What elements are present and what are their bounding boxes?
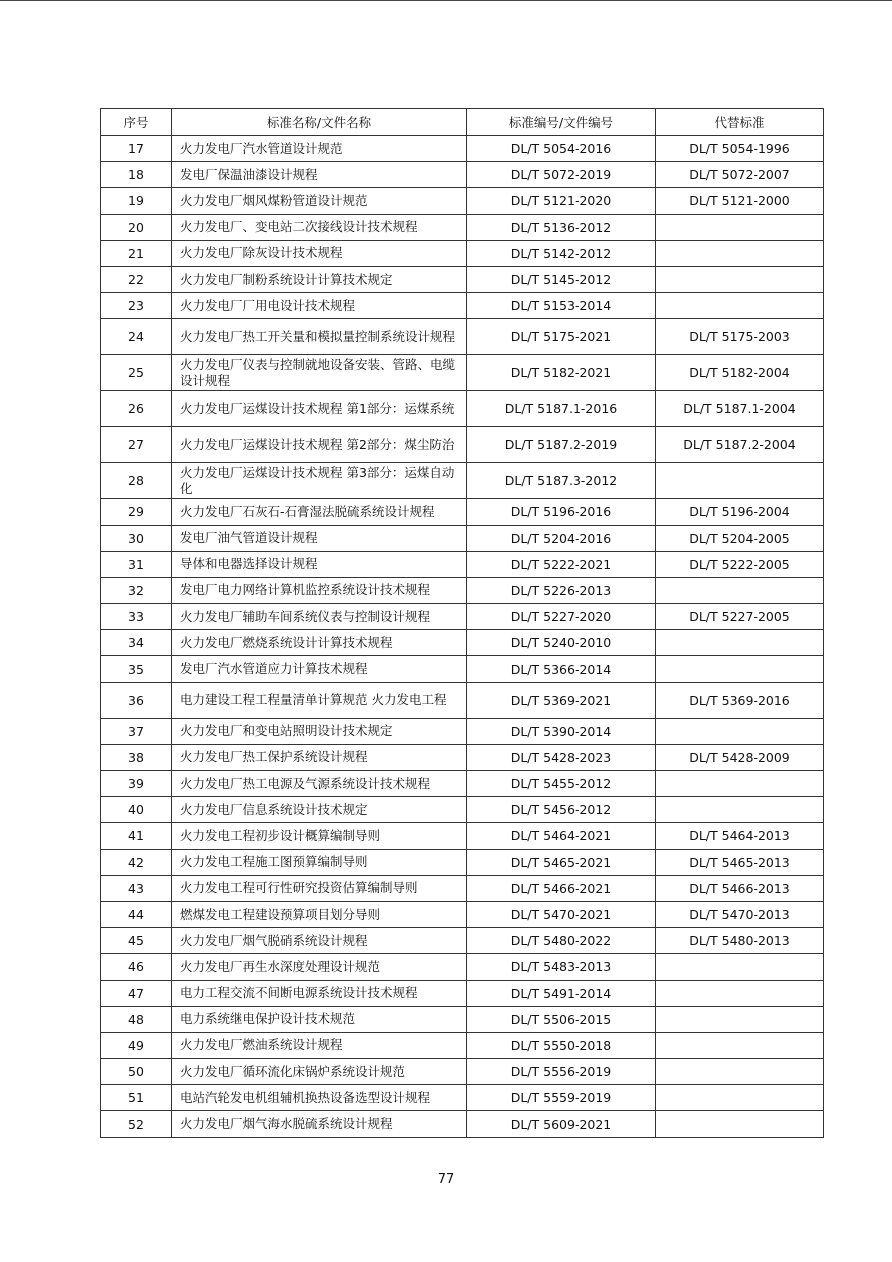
row-replaces: DL/T 5466-2013 [656, 875, 824, 901]
row-replaces: DL/T 5121-2000 [656, 188, 824, 214]
row-index: 45 [101, 928, 172, 954]
row-index: 21 [101, 240, 172, 266]
table-row [101, 427, 824, 463]
table-row [101, 499, 824, 525]
row-index: 48 [101, 1006, 172, 1032]
row-index: 52 [101, 1111, 172, 1137]
table-row [101, 525, 824, 551]
row-replaces: DL/T 5465-2013 [656, 849, 824, 875]
table-row [101, 849, 824, 875]
table-row [101, 928, 824, 954]
row-replaces [656, 1111, 824, 1137]
row-index: 46 [101, 954, 172, 980]
table-row [101, 875, 824, 901]
row-replaces [656, 1085, 824, 1111]
row-replaces: DL/T 5470-2013 [656, 901, 824, 927]
table-row [101, 823, 824, 849]
row-index: 38 [101, 744, 172, 770]
row-replaces: DL/T 5369-2016 [656, 682, 824, 718]
row-name: 火力发电厂热工开关量和模拟量控制系统设计规程 [172, 319, 467, 355]
row-replaces [656, 240, 824, 266]
row-name: 火力发电厂烟气海水脱硫系统设计规程 [172, 1111, 467, 1137]
row-replaces: DL/T 5182-2004 [656, 355, 824, 391]
table-row [101, 1085, 824, 1111]
row-code: DL/T 5390-2014 [467, 718, 656, 744]
row-name: 火力发电厂热工保护系统设计规程 [172, 744, 467, 770]
row-name: 火力发电厂烟风煤粉管道设计规范 [172, 188, 467, 214]
table-row [101, 240, 824, 266]
row-code: DL/T 5369-2021 [467, 682, 656, 718]
row-index: 40 [101, 797, 172, 823]
row-replaces [656, 718, 824, 744]
row-index: 39 [101, 771, 172, 797]
row-name: 火力发电厂辅助车间系统仪表与控制设计规程 [172, 604, 467, 630]
row-index: 31 [101, 551, 172, 577]
row-replaces: DL/T 5428-2009 [656, 744, 824, 770]
row-code: DL/T 5072-2019 [467, 162, 656, 188]
row-code: DL/T 5222-2021 [467, 551, 656, 577]
table-row [101, 1006, 824, 1032]
row-code: DL/T 5465-2021 [467, 849, 656, 875]
row-replaces [656, 797, 824, 823]
table-row [101, 293, 824, 319]
row-code: DL/T 5483-2013 [467, 954, 656, 980]
row-code: DL/T 5196-2016 [467, 499, 656, 525]
row-replaces [656, 1006, 824, 1032]
row-name: 火力发电厂汽水管道设计规范 [172, 136, 467, 162]
row-name: 导体和电器选择设计规程 [172, 551, 467, 577]
row-replaces [656, 630, 824, 656]
row-replaces [656, 1059, 824, 1085]
table-row [101, 744, 824, 770]
row-code: DL/T 5464-2021 [467, 823, 656, 849]
row-replaces: DL/T 5175-2003 [656, 319, 824, 355]
row-name: 火力发电厂、变电站二次接线设计技术规程 [172, 214, 467, 240]
row-code: DL/T 5559-2019 [467, 1085, 656, 1111]
table-header-row [101, 109, 824, 136]
row-code: DL/T 5227-2020 [467, 604, 656, 630]
row-name: 火力发电厂除灰设计技术规程 [172, 240, 467, 266]
row-replaces: DL/T 5187.1-2004 [656, 391, 824, 427]
row-index: 50 [101, 1059, 172, 1085]
row-name: 火力发电厂运煤设计技术规程 第1部分：运煤系统 [172, 391, 467, 427]
row-index: 19 [101, 188, 172, 214]
table-row [101, 162, 824, 188]
row-code: DL/T 5366-2014 [467, 656, 656, 682]
row-index: 25 [101, 355, 172, 391]
row-code: DL/T 5609-2021 [467, 1111, 656, 1137]
table-row [101, 214, 824, 240]
table-row [101, 1032, 824, 1058]
row-replaces: DL/T 5072-2007 [656, 162, 824, 188]
row-replaces: DL/T 5480-2013 [656, 928, 824, 954]
row-name: 发电厂汽水管道应力计算技术规程 [172, 656, 467, 682]
table-row [101, 551, 824, 577]
row-index: 32 [101, 577, 172, 603]
row-index: 37 [101, 718, 172, 744]
row-code: DL/T 5550-2018 [467, 1032, 656, 1058]
row-code: DL/T 5428-2023 [467, 744, 656, 770]
row-index: 51 [101, 1085, 172, 1111]
row-code: DL/T 5556-2019 [467, 1059, 656, 1085]
row-name: 电力系统继电保护设计技术规范 [172, 1006, 467, 1032]
row-index: 43 [101, 875, 172, 901]
row-replaces: DL/T 5187.2-2004 [656, 427, 824, 463]
row-index: 23 [101, 293, 172, 319]
header-index: 序号 [101, 109, 172, 136]
row-code: DL/T 5491-2014 [467, 980, 656, 1006]
row-index: 18 [101, 162, 172, 188]
row-replaces: DL/T 5464-2013 [656, 823, 824, 849]
row-code: DL/T 5455-2012 [467, 771, 656, 797]
table-row [101, 630, 824, 656]
table-row [101, 980, 824, 1006]
row-code: DL/T 5175-2021 [467, 319, 656, 355]
row-index: 28 [101, 463, 172, 499]
row-name: 火力发电工程可行性研究投资估算编制导则 [172, 875, 467, 901]
table-row [101, 355, 824, 391]
row-index: 22 [101, 266, 172, 292]
table-row [101, 391, 824, 427]
row-name: 电站汽轮发电机组辅机换热设备选型设计规程 [172, 1085, 467, 1111]
header-name: 标准名称/文件名称 [172, 109, 467, 136]
row-replaces [656, 980, 824, 1006]
table-row [101, 797, 824, 823]
row-replaces: DL/T 5054-1996 [656, 136, 824, 162]
table-row [101, 604, 824, 630]
row-code: DL/T 5506-2015 [467, 1006, 656, 1032]
row-replaces [656, 293, 824, 319]
row-replaces [656, 266, 824, 292]
row-name: 火力发电厂运煤设计技术规程 第2部分：煤尘防治 [172, 427, 467, 463]
row-code: DL/T 5187.3-2012 [467, 463, 656, 499]
row-code: DL/T 5054-2016 [467, 136, 656, 162]
row-name: 火力发电厂信息系统设计技术规定 [172, 797, 467, 823]
page-number: 77 [437, 1172, 455, 1187]
row-code: DL/T 5136-2012 [467, 214, 656, 240]
row-name: 火力发电厂燃油系统设计规程 [172, 1032, 467, 1058]
row-index: 17 [101, 136, 172, 162]
row-name: 火力发电厂燃烧系统设计计算技术规程 [172, 630, 467, 656]
row-name: 火力发电工程施工图预算编制导则 [172, 849, 467, 875]
row-name: 火力发电厂再生水深度处理设计规范 [172, 954, 467, 980]
row-name: 火力发电厂烟气脱硝系统设计规程 [172, 928, 467, 954]
table-row [101, 954, 824, 980]
row-replaces: DL/T 5227-2005 [656, 604, 824, 630]
row-code: DL/T 5142-2012 [467, 240, 656, 266]
table-row [101, 771, 824, 797]
row-name: 火力发电厂循环流化床锅炉系统设计规范 [172, 1059, 467, 1085]
row-replaces [656, 1032, 824, 1058]
row-index: 33 [101, 604, 172, 630]
table-row [101, 319, 824, 355]
table-row [101, 188, 824, 214]
row-replaces [656, 771, 824, 797]
row-index: 34 [101, 630, 172, 656]
table-row [101, 1059, 824, 1085]
row-code: DL/T 5466-2021 [467, 875, 656, 901]
standards-table [100, 108, 824, 1138]
row-replaces [656, 656, 824, 682]
row-index: 29 [101, 499, 172, 525]
top-rule [0, 0, 892, 1]
row-code: DL/T 5240-2010 [467, 630, 656, 656]
row-index: 42 [101, 849, 172, 875]
row-code: DL/T 5121-2020 [467, 188, 656, 214]
row-code: DL/T 5153-2014 [467, 293, 656, 319]
table-row [101, 266, 824, 292]
row-code: DL/T 5226-2013 [467, 577, 656, 603]
header-code: 标准编号/文件编号 [467, 109, 656, 136]
header-replaces: 代替标准 [656, 109, 824, 136]
row-code: DL/T 5204-2016 [467, 525, 656, 551]
row-index: 49 [101, 1032, 172, 1058]
row-name: 火力发电厂制粉系统设计计算技术规定 [172, 266, 467, 292]
row-name: 火力发电厂石灰石-石膏湿法脱硫系统设计规程 [172, 499, 467, 525]
row-name: 电力建设工程工程量清单计算规范 火力发电工程 [172, 682, 467, 718]
row-name: 火力发电厂和变电站照明设计技术规定 [172, 718, 467, 744]
row-code: DL/T 5187.1-2016 [467, 391, 656, 427]
row-name: 发电厂油气管道设计规程 [172, 525, 467, 551]
row-name: 燃煤发电工程建设预算项目划分导则 [172, 901, 467, 927]
row-code: DL/T 5182-2021 [467, 355, 656, 391]
row-replaces [656, 954, 824, 980]
row-code: DL/T 5470-2021 [467, 901, 656, 927]
row-name: 火力发电厂厂用电设计技术规程 [172, 293, 467, 319]
row-name: 电力工程交流不间断电源系统设计技术规程 [172, 980, 467, 1006]
row-replaces: DL/T 5222-2005 [656, 551, 824, 577]
row-replaces [656, 577, 824, 603]
table-row [101, 656, 824, 682]
row-replaces [656, 463, 824, 499]
row-replaces: DL/T 5196-2004 [656, 499, 824, 525]
row-index: 41 [101, 823, 172, 849]
row-index: 26 [101, 391, 172, 427]
row-index: 30 [101, 525, 172, 551]
row-index: 36 [101, 682, 172, 718]
table-row [101, 577, 824, 603]
row-name: 火力发电厂运煤设计技术规程 第3部分：运煤自动化 [172, 463, 467, 499]
row-index: 35 [101, 656, 172, 682]
row-index: 47 [101, 980, 172, 1006]
row-name: 火力发电厂仪表与控制就地设备安装、管路、电缆设计规程 [172, 355, 467, 391]
table-row [101, 901, 824, 927]
row-code: DL/T 5145-2012 [467, 266, 656, 292]
row-name: 发电厂保温油漆设计规程 [172, 162, 467, 188]
row-index: 44 [101, 901, 172, 927]
row-replaces [656, 214, 824, 240]
table-row [101, 718, 824, 744]
table-row [101, 682, 824, 718]
table-row [101, 1111, 824, 1137]
row-code: DL/T 5456-2012 [467, 797, 656, 823]
table-row [101, 136, 824, 162]
table-row [101, 463, 824, 499]
row-index: 20 [101, 214, 172, 240]
row-name: 火力发电厂热工电源及气源系统设计技术规程 [172, 771, 467, 797]
row-code: DL/T 5480-2022 [467, 928, 656, 954]
row-index: 27 [101, 427, 172, 463]
row-replaces: DL/T 5204-2005 [656, 525, 824, 551]
row-name: 发电厂电力网络计算机监控系统设计技术规程 [172, 577, 467, 603]
row-code: DL/T 5187.2-2019 [467, 427, 656, 463]
row-index: 24 [101, 319, 172, 355]
row-name: 火力发电工程初步设计概算编制导则 [172, 823, 467, 849]
